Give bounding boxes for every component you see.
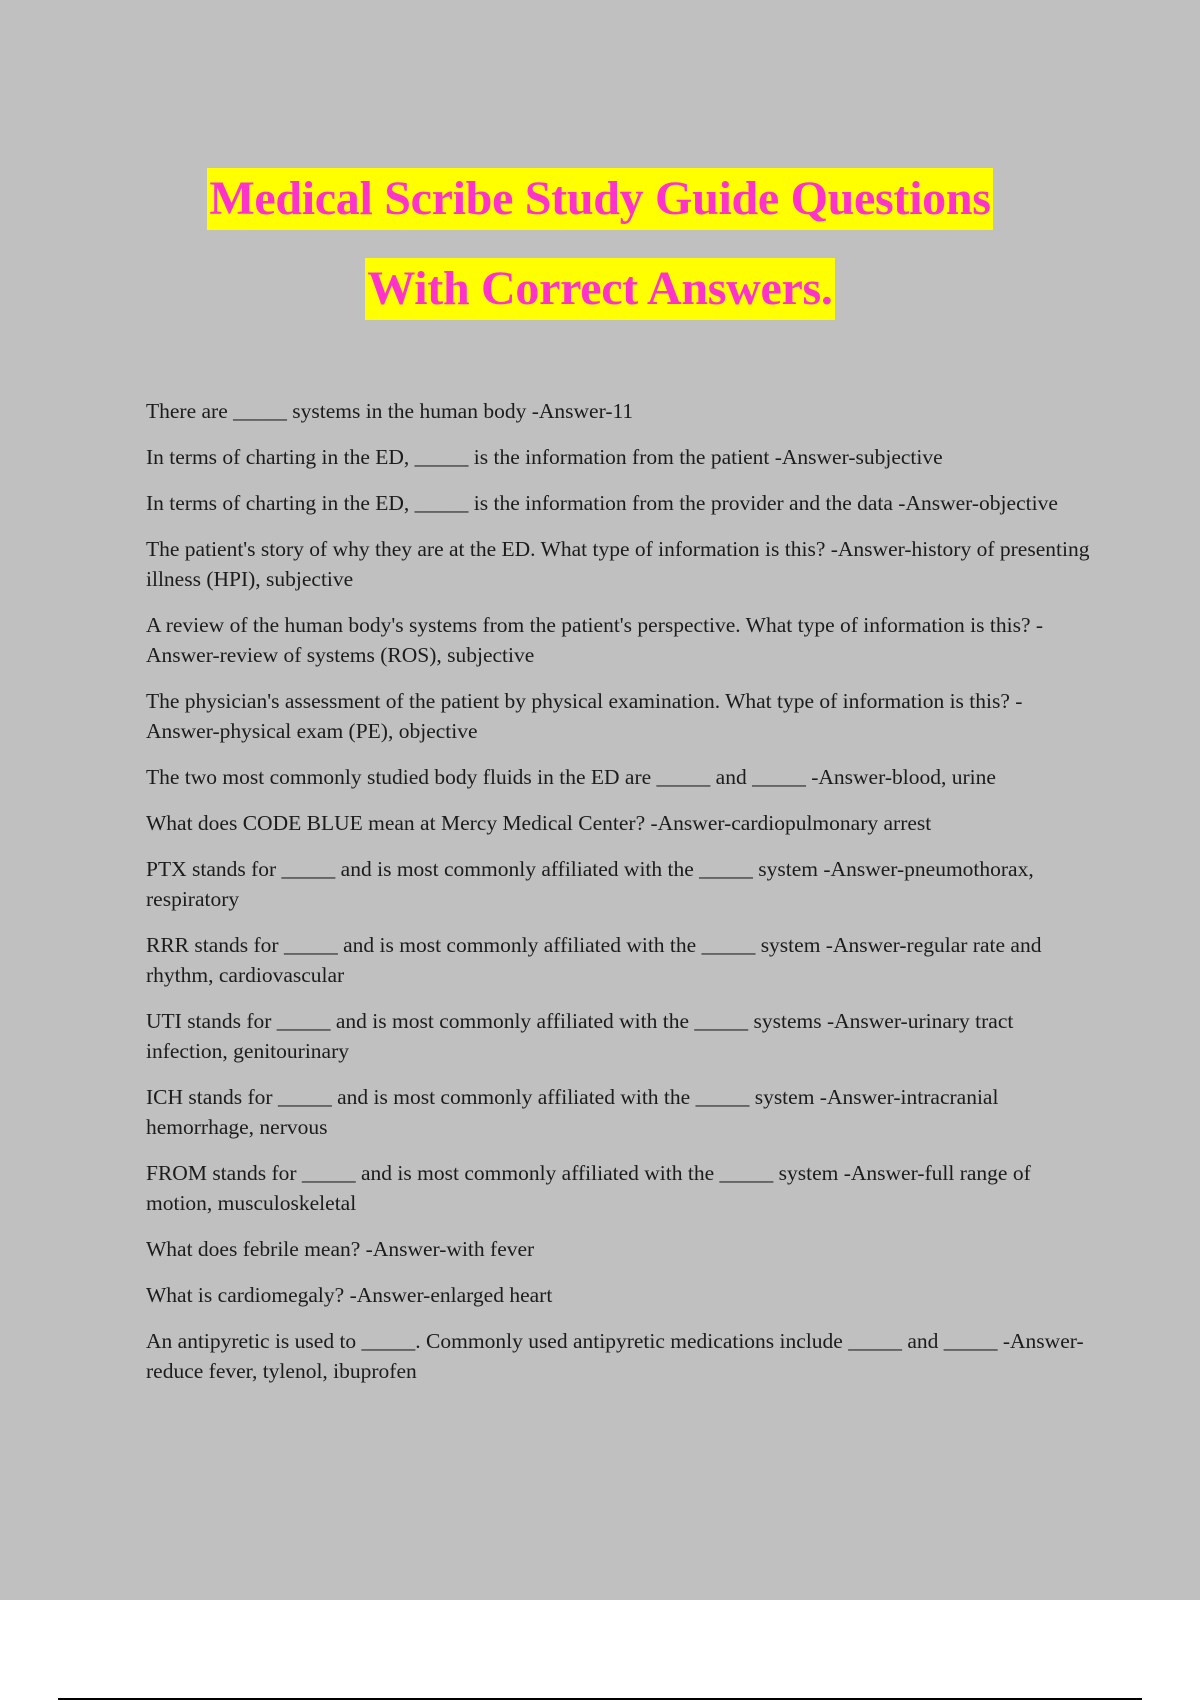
qa-item: FROM stands for _____ and is most commonly affiliated with the _____ system -Answer-full range of motion, musculoskeletal [146, 1161, 1031, 1215]
qa-item: In terms of charting in the ED, _____ is the information from the patient -Answer-subjective [146, 445, 943, 469]
qa-item: There are _____ systems in the human body -Answer-11 [146, 399, 634, 423]
qa-item: What does CODE BLUE mean at Mercy Medical Center? -Answer-cardiopulmonary arrest [146, 811, 932, 835]
qa-item: The patient's story of why they are at the ED. What type of information is this? -Answer-history of presenting illness (HPI), subjective [146, 537, 1090, 591]
qa-item: What is cardiomegaly? -Answer-enlarged heart [146, 1283, 553, 1307]
document-title [0, 168, 1200, 320]
qa-item: A review of the human body's systems from the patient's perspective. What type of information is this? -Answer-review of systems (ROS), subjective [146, 613, 1044, 667]
title-line-1 [0, 168, 1200, 230]
qa-item: The two most commonly studied body fluids in the ED are _____ and _____ -Answer-blood, urine [146, 765, 996, 789]
question-answer-list [146, 396, 1090, 1402]
qa-item: In terms of charting in the ED, _____ is the information from the provider and the data -Answer-objective [146, 491, 1058, 515]
qa-item: ICH stands for _____ and is most commonly affiliated with the _____ system -Answer-intracranial hemorrhage, nervous [146, 1085, 999, 1139]
qa-item: UTI stands for _____ and is most commonly affiliated with the _____ systems -Answer-urinary tract infection, genitourinary [146, 1009, 1014, 1063]
title-line-2 [0, 258, 1200, 320]
qa-item: The physician's assessment of the patient by physical examination. What type of information is this? -Answer-physical exam (PE), objective [146, 689, 1023, 743]
qa-item: RRR stands for _____ and is most commonly affiliated with the _____ system -Answer-regular rate and rhythm, cardiovascular [146, 933, 1042, 987]
qa-item: An antipyretic is used to _____. Commonly used antipyretic medications include _____ and _____ -Answer-reduce fever, tylenol, ibuprofen [146, 1329, 1084, 1383]
qa-item: PTX stands for _____ and is most commonly affiliated with the _____ system -Answer-pneumothorax, respiratory [146, 857, 1034, 911]
qa-item: What does febrile mean? -Answer-with fever [146, 1237, 535, 1261]
title-text-2: With Correct Answers. [365, 258, 834, 320]
title-text-1: Medical Scribe Study Guide Questions [207, 168, 992, 230]
